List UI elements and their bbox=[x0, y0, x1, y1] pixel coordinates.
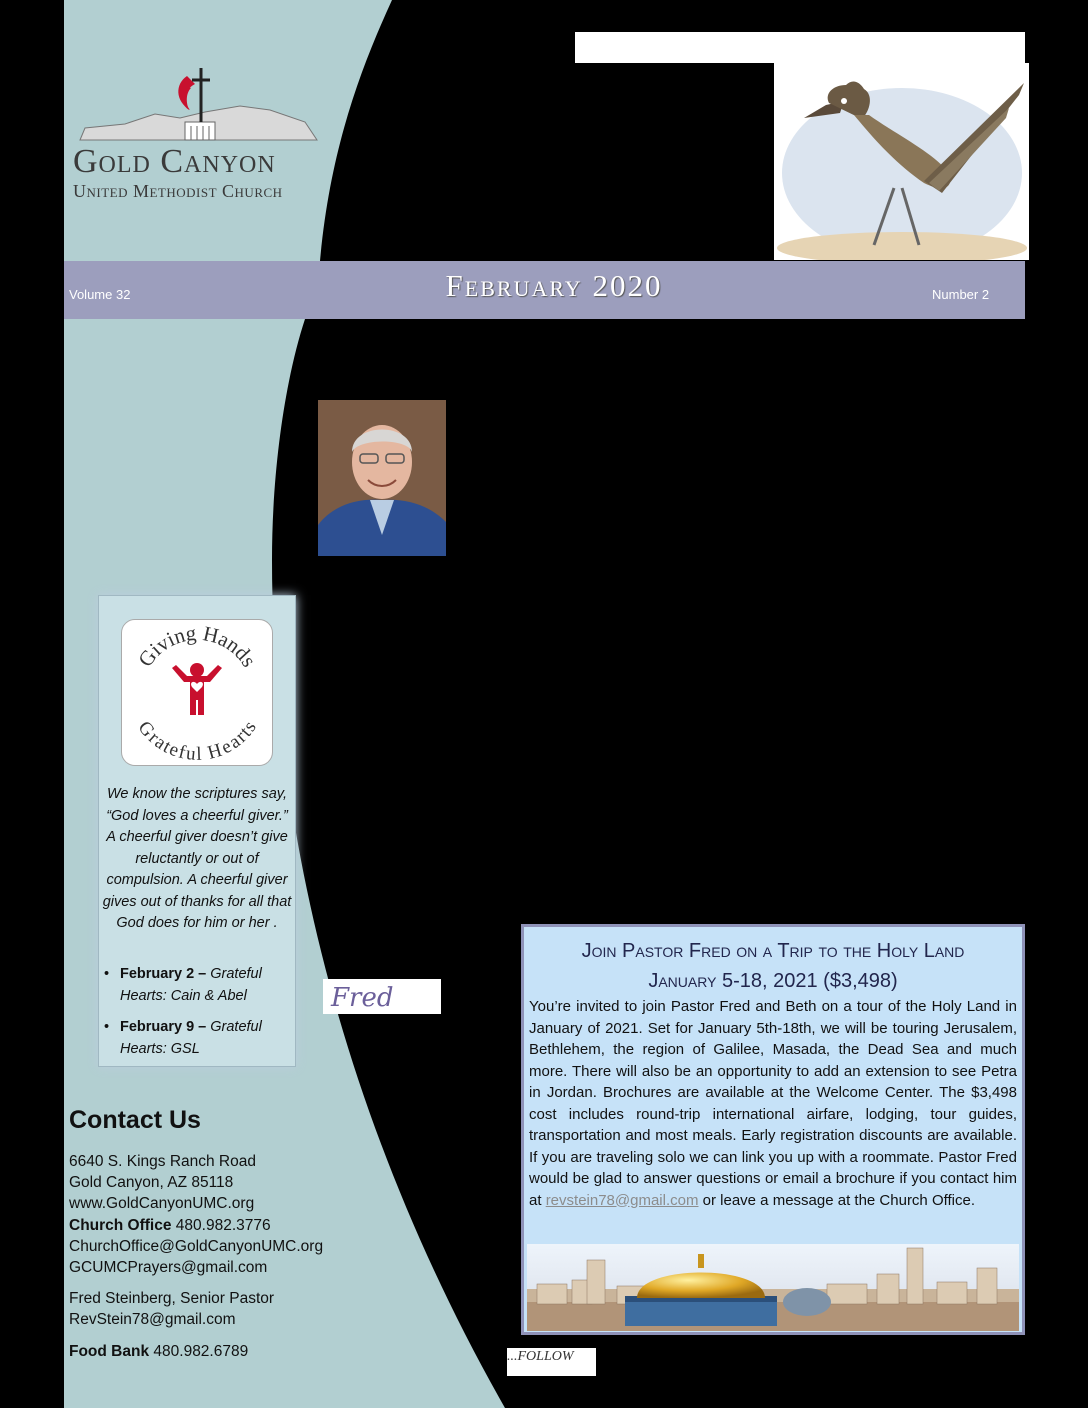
list-item bbox=[104, 964, 294, 1007]
contact-office-email[interactable]: ChurchOffice@GoldCanyonUMC.org bbox=[69, 1237, 324, 1255]
giving-logo-text-top: Giving Hands bbox=[133, 620, 262, 672]
contact-address-line: Gold Canyon, AZ 85118 bbox=[69, 1174, 234, 1192]
contact-address-line: 6640 S. Kings Ranch Road bbox=[69, 1153, 256, 1170]
issue-number: Number 2 bbox=[932, 287, 990, 302]
schedule-label: Grateful Hearts: GSL bbox=[120, 1019, 262, 1057]
giving-logo-text-bottom: Grateful Hearts bbox=[133, 717, 261, 765]
trip-title-line: Join Pastor Fred on a Trip to the Holy Land bbox=[581, 940, 965, 962]
signature-text: Fred bbox=[331, 983, 394, 1013]
schedule-date: February 9 – bbox=[120, 1019, 211, 1035]
trip-title-line: January 5-18, 2021 ($3,498) bbox=[648, 970, 898, 992]
contact-pastor-email[interactable]: RevStein78@gmail.com bbox=[69, 1311, 236, 1329]
church-logo bbox=[75, 66, 325, 146]
office-phone: 480.982.3776 bbox=[171, 1216, 271, 1234]
volume-label: Volume 32 bbox=[69, 287, 131, 302]
giving-hands-logo bbox=[121, 619, 273, 766]
trip-description bbox=[529, 996, 1017, 1211]
giving-description: We know the scriptures say, “God loves a cheerful giver.” A cheerful giver doesn’t give reluctantly or out of compulsion. A cheerful giver gives out of thanks for all that God does for him or her . bbox=[102, 786, 292, 931]
roadrunner-illustration bbox=[774, 63, 1029, 260]
contact-info bbox=[69, 1151, 369, 1362]
contact-food-bank bbox=[69, 1341, 369, 1362]
foodbank-phone: 480.982.6789 bbox=[149, 1342, 249, 1360]
pastor-signature bbox=[323, 979, 441, 1014]
follow-continuation: ...FOLLOW bbox=[507, 1348, 596, 1376]
trip-body-end: or leave a message at the Church Office. bbox=[698, 1191, 976, 1209]
giving-schedule-list bbox=[104, 964, 294, 1070]
list-item bbox=[104, 1017, 294, 1060]
contact-website-link[interactable]: www.GoldCanyonUMC.org bbox=[69, 1195, 255, 1213]
jerusalem-skyline-photo bbox=[527, 1244, 1019, 1331]
svg-text:Grateful Hearts bbox=[134, 717, 261, 765]
trip-email-link[interactable]: revstein78@gmail.com bbox=[545, 1191, 699, 1209]
trip-body-text: You’re invited to join Pastor Fred and Beth on a tour of the Holy Land in January of 2021. Set for January 5th-18th, we will be touring Jerusalem, Bethlehem, the region of Galilee, Masada, the Dead Sea and much more. There will also be an opportunity to add an extension to see Petra in Jordan. Brochures are available at the Welcome Center. The $3,498 cost includes round-trip international airfare, lodging, tour guides, transportation and most meals. Early registration discounts are available. If you are traveling solo we can link you up with a roommate. Pastor Fred would be glad to answer questions or email a brochure if you contact him at bbox=[529, 998, 1017, 1209]
contact-prayer-email[interactable]: GCUMCPrayers@gmail.com bbox=[69, 1259, 268, 1277]
schedule-label: Grateful Hearts: Cain & Abel bbox=[120, 966, 262, 1004]
issue-date: February 2020 bbox=[445, 268, 663, 303]
header-strip bbox=[575, 32, 1025, 63]
pastor-photo bbox=[318, 400, 446, 556]
schedule-date: February 2 – bbox=[120, 966, 211, 982]
contact-office-phone bbox=[69, 1215, 369, 1236]
trip-title bbox=[527, 936, 1019, 996]
office-label: Church Office bbox=[69, 1216, 172, 1234]
contact-pastor: Fred Steinberg, Senior Pastor bbox=[69, 1290, 275, 1308]
contact-heading: Contact Us bbox=[69, 1106, 201, 1134]
church-name: Gold Canyon bbox=[73, 143, 276, 180]
church-subtitle: United Methodist Church bbox=[73, 181, 283, 201]
foodbank-label: Food Bank bbox=[69, 1342, 150, 1360]
